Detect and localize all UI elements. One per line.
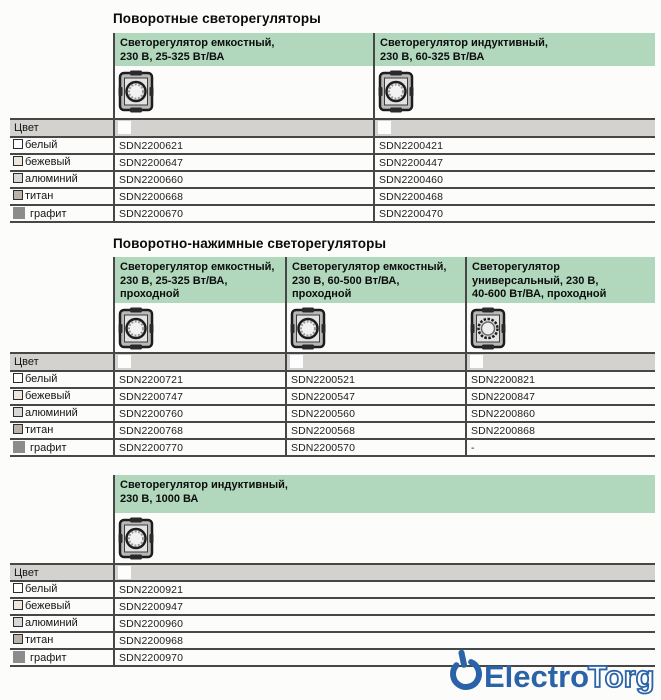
- color-name: белый: [25, 373, 58, 385]
- color-name: белый: [25, 583, 58, 595]
- header-line: проходной: [292, 288, 352, 300]
- color-row-label: Цвет: [14, 356, 39, 368]
- color-swatch: [13, 173, 23, 183]
- header-line: Светорегулятор индуктивный,: [120, 479, 288, 491]
- color-swatch: [13, 139, 23, 149]
- column-header-band: [10, 33, 655, 66]
- header-line: 230 В, 25-325 Вт/ВА,: [120, 274, 228, 287]
- column-header-band: [10, 257, 655, 303]
- header-line: Светорегулятор: [472, 261, 560, 273]
- color-name: алюминий: [25, 407, 78, 419]
- color-name: белый: [25, 139, 58, 151]
- header-line: Светорегулятор индуктивный,: [380, 37, 548, 49]
- color-swatch: [13, 634, 23, 644]
- article-code: SDN2200721: [113, 372, 285, 387]
- table-row: [10, 616, 655, 633]
- header-line: Светорегулятор емкостный,: [120, 261, 275, 273]
- product-photo-band: [10, 303, 655, 352]
- color-swatch: [13, 441, 25, 453]
- product-column-header: [113, 33, 373, 66]
- product-column-header: [113, 475, 655, 513]
- white-swatch-placeholder: [118, 121, 131, 134]
- power-icon: [448, 647, 481, 689]
- product-column-header: [285, 257, 465, 303]
- article-code: SDN2200747: [113, 389, 285, 404]
- article-code: SDN2200821: [465, 372, 655, 387]
- article-code: SDN2200660: [113, 172, 373, 187]
- product-column-header: [465, 257, 655, 303]
- color-name: графит: [30, 442, 67, 454]
- article-code: SDN2200947: [113, 599, 655, 614]
- color-swatch: [13, 583, 23, 593]
- article-code: SDN2200860: [465, 406, 655, 421]
- rotary-dimmer-photo: [118, 306, 154, 351]
- product-column-header: [373, 33, 655, 66]
- rotary-dimmer-photo: [118, 69, 154, 114]
- article-code: SDN2200668: [113, 189, 373, 204]
- color-header-row: [10, 118, 655, 138]
- color-name: бежевый: [25, 156, 71, 168]
- color-name: алюминий: [25, 617, 78, 629]
- white-swatch-placeholder: [470, 355, 483, 368]
- color-header-row: [10, 352, 655, 372]
- product-table: [10, 33, 655, 223]
- color-row-label: Цвет: [14, 122, 39, 134]
- header-line: 230 В, 25-325 Вт/ВА: [120, 50, 225, 63]
- article-code: SDN2200447: [373, 155, 655, 170]
- article-code: SDN2200847: [465, 389, 655, 404]
- header-line: 230 В, 60-325 Вт/ВА: [380, 50, 485, 63]
- table-row: [10, 406, 655, 423]
- color-name: бежевый: [25, 600, 71, 612]
- article-code: SDN2200760: [113, 406, 285, 421]
- article-code: SDN2200521: [285, 372, 465, 387]
- color-name: графит: [30, 652, 67, 664]
- article-code: SDN2200647: [113, 155, 373, 170]
- table-row: [10, 582, 655, 599]
- table-row: [10, 599, 655, 616]
- article-code: SDN2200421: [373, 138, 655, 153]
- article-code: SDN2200468: [373, 189, 655, 204]
- table-row: [10, 138, 655, 155]
- table-row: [10, 172, 655, 189]
- product-column-header: [113, 257, 285, 303]
- white-swatch-placeholder: [118, 355, 131, 368]
- header-line: 230 В, 1000 ВА: [120, 492, 199, 505]
- article-code: SDN2200770: [113, 440, 285, 455]
- color-name: титан: [25, 424, 54, 436]
- color-swatch: [13, 207, 25, 219]
- color-swatch: [13, 424, 23, 434]
- table-row: [10, 440, 655, 457]
- color-swatch: [13, 156, 23, 166]
- article-code: SDN2200547: [285, 389, 465, 404]
- header-line: 40-600 Вт/ВА, проходной: [472, 288, 607, 300]
- header-line: проходной: [120, 288, 180, 300]
- product-photo-band: [10, 513, 655, 563]
- color-swatch: [13, 190, 23, 200]
- color-swatch: [13, 390, 23, 400]
- section-title: Поворотно-нажимные светорегуляторы: [113, 236, 387, 251]
- color-swatch: [13, 407, 23, 417]
- table-row: [10, 372, 655, 389]
- product-table: [10, 257, 655, 457]
- article-code: SDN2200968: [113, 633, 655, 648]
- color-name: титан: [25, 190, 54, 202]
- article-code: SDN2200460: [373, 172, 655, 187]
- article-code: SDN2200670: [113, 206, 373, 221]
- white-swatch-placeholder: [290, 355, 303, 368]
- table-row: [10, 206, 655, 223]
- color-swatch: [13, 600, 23, 610]
- color-name: графит: [30, 208, 67, 220]
- header-line: Светорегулятор емкостный,: [120, 37, 275, 49]
- table-row: [10, 423, 655, 440]
- article-code: SDN2200560: [285, 406, 465, 421]
- section-title: Поворотные светорегуляторы: [113, 11, 321, 26]
- article-code: SDN2200570: [285, 440, 465, 455]
- logo-text-electro: Electro: [484, 659, 590, 694]
- electrotorg-logo: [447, 646, 659, 700]
- table-row: [10, 389, 655, 406]
- white-swatch-placeholder: [378, 121, 391, 134]
- color-swatch: [13, 617, 23, 627]
- article-code: -: [465, 440, 655, 455]
- column-header-band: [10, 475, 655, 513]
- header-line: 230 В, 60-500 Вт/ВА,: [292, 274, 400, 287]
- article-code: SDN2200921: [113, 582, 655, 597]
- product-table: [10, 475, 655, 667]
- article-code: SDN2200768: [113, 423, 285, 438]
- table-row: [10, 189, 655, 206]
- rotary-dimmer-photo: [470, 306, 506, 351]
- rotary-dimmer-photo: [290, 306, 326, 351]
- color-swatch: [13, 651, 25, 663]
- color-swatch: [13, 373, 23, 383]
- color-name: бежевый: [25, 390, 71, 402]
- header-line: универсальный, 230 В,: [472, 274, 599, 287]
- color-header-row: [10, 563, 655, 582]
- rotary-dimmer-photo: [378, 69, 414, 114]
- article-code: SDN2200868: [465, 423, 655, 438]
- white-swatch-placeholder: [118, 566, 131, 579]
- color-row-label: Цвет: [14, 567, 39, 579]
- article-code: SDN2200960: [113, 616, 655, 631]
- article-code: SDN2200470: [373, 206, 655, 221]
- color-name: титан: [25, 634, 54, 646]
- table-row: [10, 155, 655, 172]
- product-photo-band: [10, 66, 655, 118]
- rotary-dimmer-photo: [118, 516, 154, 561]
- logo-text-torg: Torg: [588, 659, 655, 694]
- article-code: SDN2200621: [113, 138, 373, 153]
- article-code: SDN2200568: [285, 423, 465, 438]
- article-code: SDN2200970: [113, 650, 655, 665]
- color-name: алюминий: [25, 173, 78, 185]
- header-line: Светорегулятор емкостный,: [292, 261, 447, 273]
